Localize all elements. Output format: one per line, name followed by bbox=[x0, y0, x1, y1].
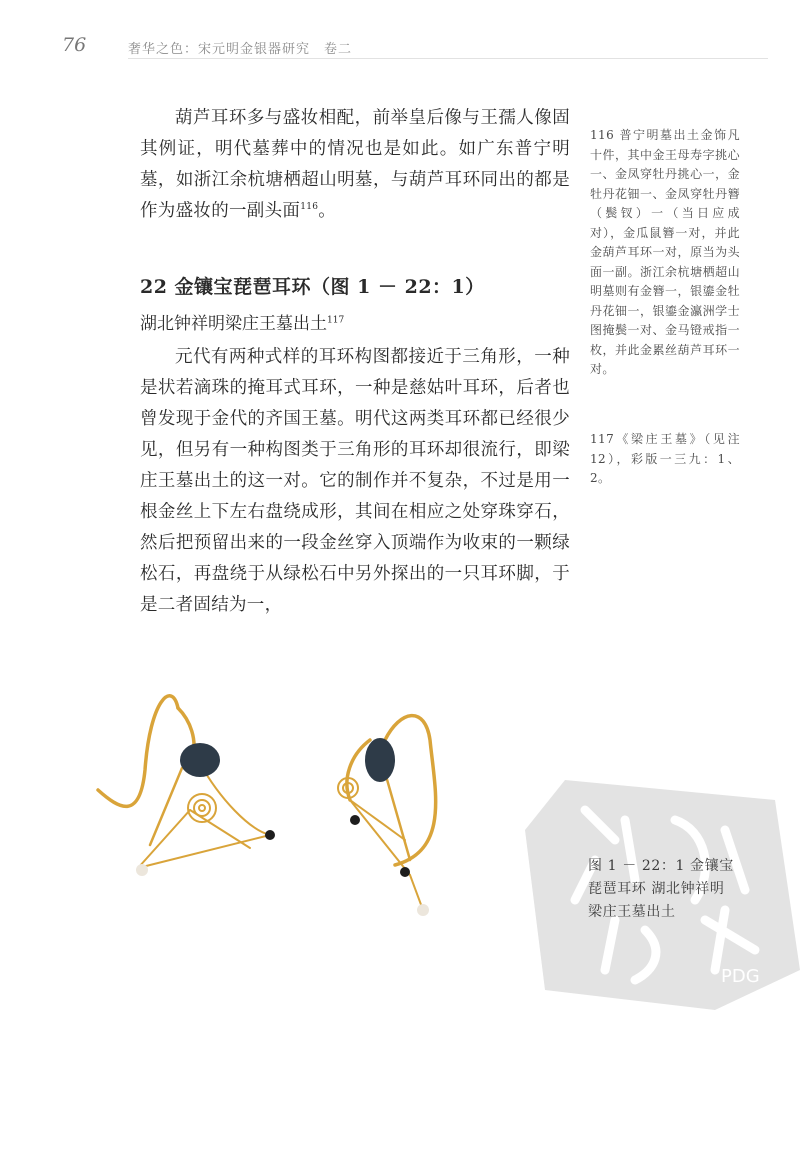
section-heading: 22 金镶宝琵琶耳环（图 1 － 22：1） bbox=[140, 276, 485, 298]
body-paragraph-2: 元代有两种式样的耳环构图都接近于三角形，一种是状若滴珠的掩耳式耳环，一种是慈姑叶耳环，后者也曾发现于金代的齐国王墓。明代这两类耳环都已经很少见，但另有一种构图类于三角形的耳环却很流行，即梁庄王墓出土的这一对。它的制作并不复杂，不过是用一根金丝上下左右盘绕成形，其间在相应之处穿珠穿石，然后把预留出来的一段金丝穿入顶端作为收束的一颗绿松石，再盘绕于从绿松石中另外探出的一只耳环脚，于是二者固结为一， bbox=[140, 347, 570, 615]
right-turquoise-stone bbox=[365, 738, 395, 782]
earrings-illustration bbox=[80, 660, 550, 930]
running-title: 奢华之色：宋元明金银器研究 卷二 bbox=[128, 42, 353, 57]
watermark-label: PDG bbox=[721, 966, 760, 987]
side-note-117: 117《梁庄王墓》（见注12），彩版一三九：1、2。 bbox=[590, 432, 740, 485]
figure-caption: 图 1 － 22：1 金镶宝琵琶耳环 湖北钟祥明梁庄王墓出土 bbox=[588, 858, 734, 920]
subheading-text: 湖北钟祥明梁庄王墓出土 bbox=[140, 314, 327, 334]
left-pearl bbox=[136, 864, 148, 876]
page-number: 76 bbox=[62, 34, 87, 56]
right-pearl bbox=[417, 904, 429, 916]
footnote-ref-116[interactable]: 116 bbox=[300, 202, 319, 213]
left-earring bbox=[98, 696, 270, 868]
earrings-photo bbox=[80, 660, 550, 930]
left-bead bbox=[265, 830, 275, 840]
section-subheading bbox=[140, 309, 570, 334]
right-bead-lower bbox=[400, 867, 410, 877]
para1-end: 。 bbox=[318, 201, 337, 221]
right-bead-upper bbox=[350, 815, 360, 825]
side-note-116: 116 普宁明墓出土金饰凡十件，其中金王母寿字挑心一、金凤穿牡丹挑心一，金牡丹花钿一、金凤穿牡丹簪（鬓钗）一（当日应成对），金瓜鼠簪一对，并此金葫芦耳环一对，原当为头面一副。浙江余杭塘栖超山明墓则有金簪一，银鎏金牡丹花钿一，银鎏金瀛洲学士图掩鬓一对、金马镫戒指一枚，并此金累丝葫芦耳环一对。 bbox=[590, 128, 740, 376]
page-header bbox=[62, 34, 762, 62]
left-turquoise-stone bbox=[180, 743, 220, 777]
body-paragraph-1 bbox=[140, 103, 570, 227]
header-rule bbox=[128, 58, 768, 59]
footnote-ref-117[interactable]: 117 bbox=[327, 315, 345, 326]
para1-text: 葫芦耳环多与盛妆相配，前举皇后像与王孺人像固其例证，明代墓葬中的情况也是如此。如广东普宁明墓，如浙江余杭塘栖超山明墓，与葫芦耳环同出的都是作为盛妆的一副头面 bbox=[140, 108, 570, 221]
